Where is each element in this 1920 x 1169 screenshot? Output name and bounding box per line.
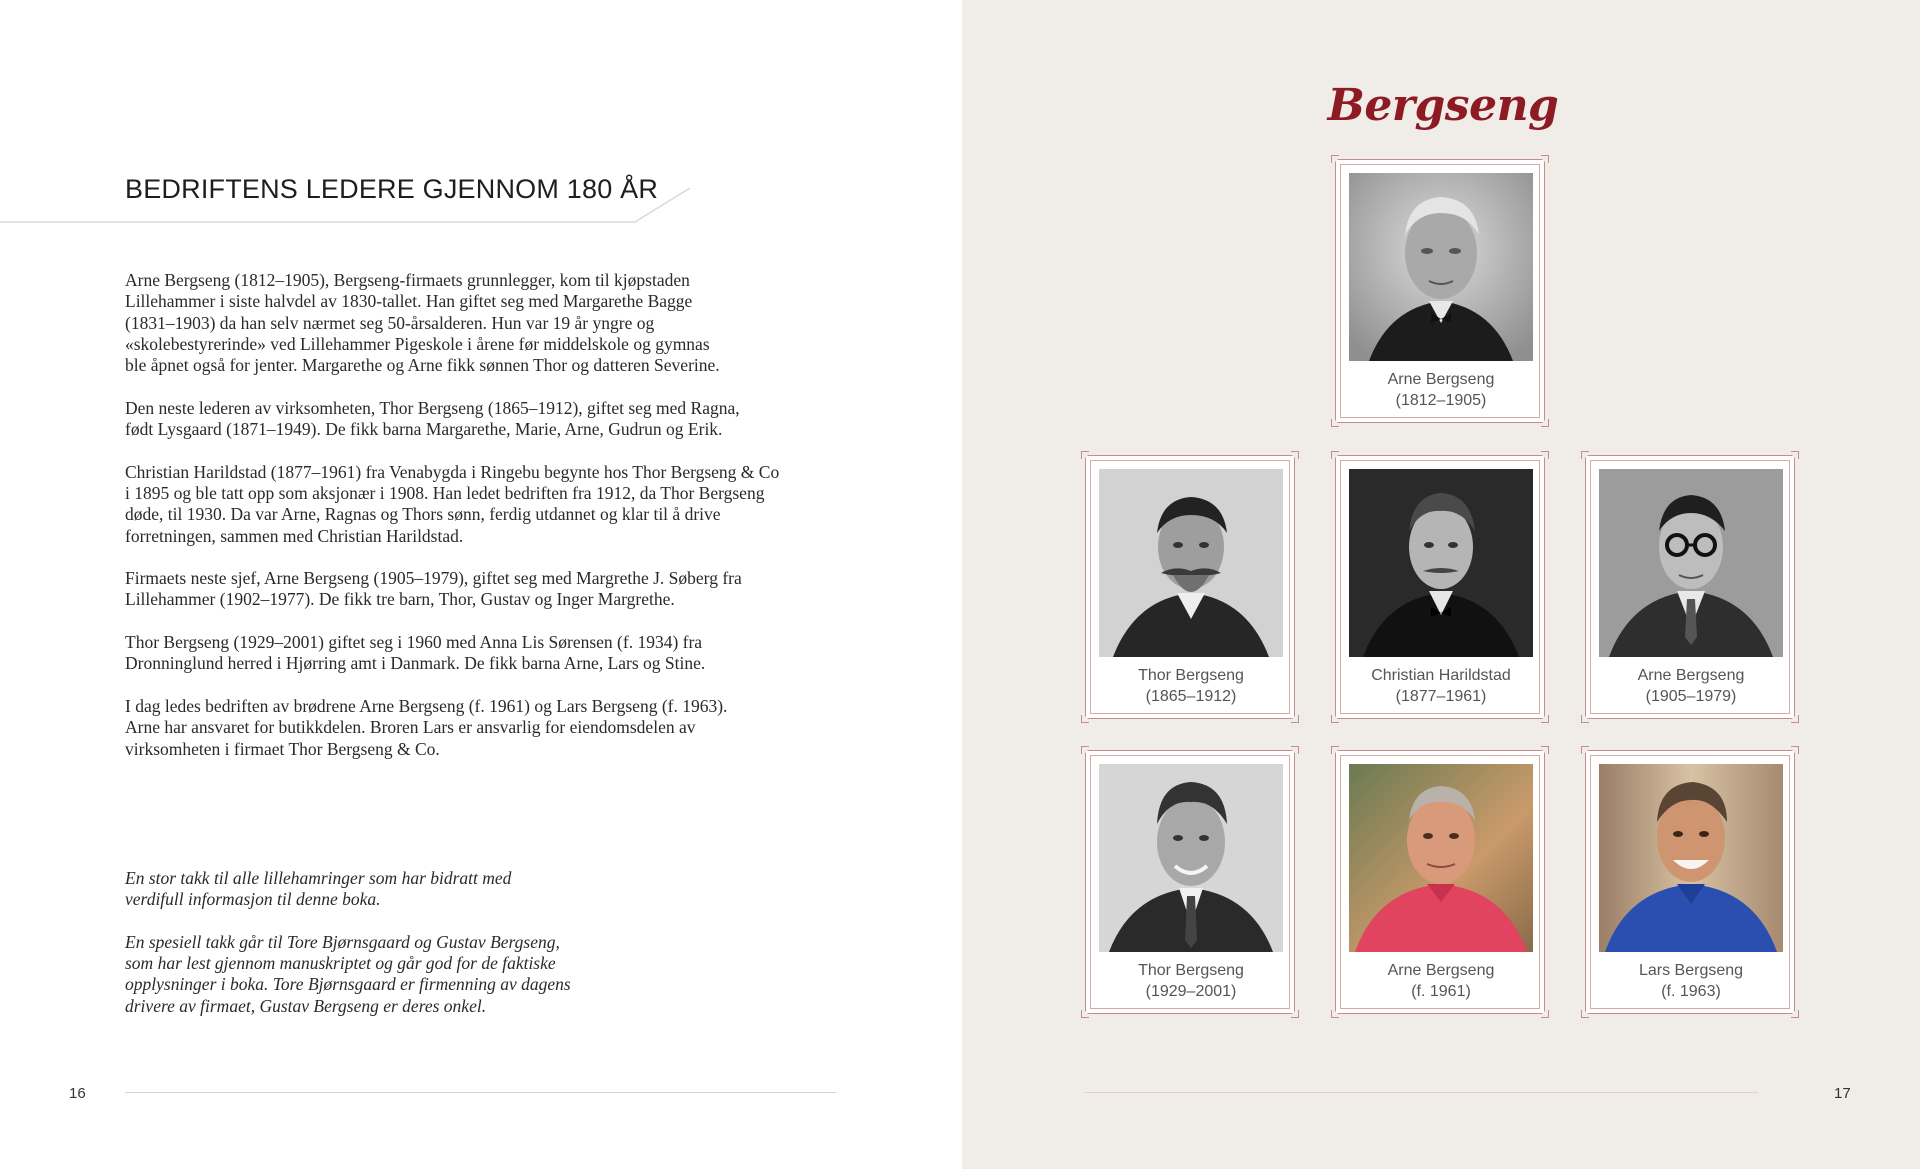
page-number-right: 17 [1834, 1085, 1851, 1102]
paragraph: Firmaets neste sjef, Arne Bergseng (1905–1979), giftet seg med Margrethe J. Søberg fra Lillehammer (1902–1977). De fikk tre barn, Thor, Gustav og Inger Margrethe. [125, 568, 742, 610]
paragraph: Christian Harildstad (1877–1961) fra Venabygda i Ringebu begynte hos Thor Bergseng & Co i 1895 og ble tatt opp som aksjonær i 1908. Han ledet bedriften fra 1912, da Thor Bergseng døde, til 1930. Da var Arne, Ragnas og Thors sønn, ferdig utdannet og klar til å drive forretningen, sammen med Christian Harildstad. [125, 461, 780, 546]
leader-card [1335, 159, 1545, 423]
leader-years: (1865–1912) [1145, 688, 1237, 705]
leader-card [1585, 750, 1795, 1014]
leader-card [1335, 750, 1545, 1014]
leader-years: (f. 1961) [1411, 983, 1471, 1000]
bergseng-logo [1327, 70, 1559, 140]
paragraph: I dag ledes bedriften av brødrene Arne Bergseng (f. 1961) og Lars Bergseng (f. 1963). Arne har ansvaret for butikkdelen. Broren Lars er ansvarlig for eiendomsdelen av virksomheten i firmaet Thor Bergseng & Co. [125, 695, 728, 759]
footer-rule-left [125, 1092, 836, 1093]
logo-text: Bergseng [1327, 79, 1559, 131]
leader-card [1085, 455, 1295, 719]
leader-years: (1929–2001) [1145, 983, 1237, 1000]
leader-card [1585, 455, 1795, 719]
leader-name: Christian Harildstad [1371, 667, 1511, 684]
page-heading: BEDRIFTENS LEDERE GJENNOM 180 ÅR [125, 174, 659, 204]
thanks-paragraph: En spesiell takk går til Tore Bjørnsgaard og Gustav Bergseng, som har lest gjennom manuskriptet og går god for de faktiske opplysninger i boka. Tore Bjørnsgaard er firmenning av dagens drivere av firmaet, Gustav Bergseng er deres onkel. [125, 931, 571, 1016]
leader-name: Arne Bergseng [1637, 667, 1745, 684]
portrait-photo [1099, 469, 1283, 657]
leader-years: (f. 1963) [1661, 983, 1721, 1000]
page-number-left: 16 [69, 1085, 86, 1102]
portrait-photo [1349, 173, 1533, 361]
leader-card [1335, 455, 1545, 719]
body-text [125, 270, 845, 781]
thanks-paragraph: En stor takk til alle lillehamringer som har bidratt med verdifull informasjon til denne boka. [125, 868, 512, 910]
leader-years: (1812–1905) [1395, 392, 1487, 409]
leader-name: Lars Bergseng [1638, 962, 1744, 979]
acknowledgements [125, 868, 645, 1038]
leader-name: Thor Bergseng [1138, 962, 1244, 979]
portrait-photo [1599, 764, 1783, 952]
paragraph: Thor Bergseng (1929–2001) giftet seg i 1960 med Anna Lis Sørensen (f. 1934) fra Dronninglund herred i Hjørring amt i Danmark. De fikk barna Arne, Lars og Stine. [125, 632, 706, 674]
leader-card [1085, 750, 1295, 1014]
footer-rule-right [1084, 1092, 1758, 1093]
portrait-photo [1599, 469, 1783, 657]
paragraph: Den neste lederen av virksomheten, Thor Bergseng (1865–1912), giftet seg med Ragna, født Lysgaard (1871–1949). De fikk barna Margarethe, Marie, Arne, Gudrun og Erik. [125, 397, 740, 440]
leader-name: Arne Bergseng [1387, 962, 1495, 979]
portrait-photo [1349, 764, 1533, 952]
leader-name: Thor Bergseng [1138, 667, 1244, 684]
paragraph: Arne Bergseng (1812–1905), Bergseng-firmaets grunnlegger, kom til kjøpstaden Lillehammer i siste halvdel av 1830-tallet. Han giftet seg med Margarethe Bagge (1831–1903) da han selv nærmet seg 50-årsalderen. Hun var 19 år yngre og «skolebestyrerinde» ved Lillehammer Pigeskole i årene før middelskole og gymnas ble åpnet også for jenter. Margarethe og Arne fikk sønnen Thor og datteren Severine. [125, 270, 720, 376]
leader-years: (1877–1961) [1395, 688, 1487, 705]
portrait-photo [1349, 469, 1533, 657]
leader-years: (1905–1979) [1645, 688, 1737, 705]
leader-name: Arne Bergseng [1387, 371, 1495, 388]
portrait-photo [1099, 764, 1283, 952]
